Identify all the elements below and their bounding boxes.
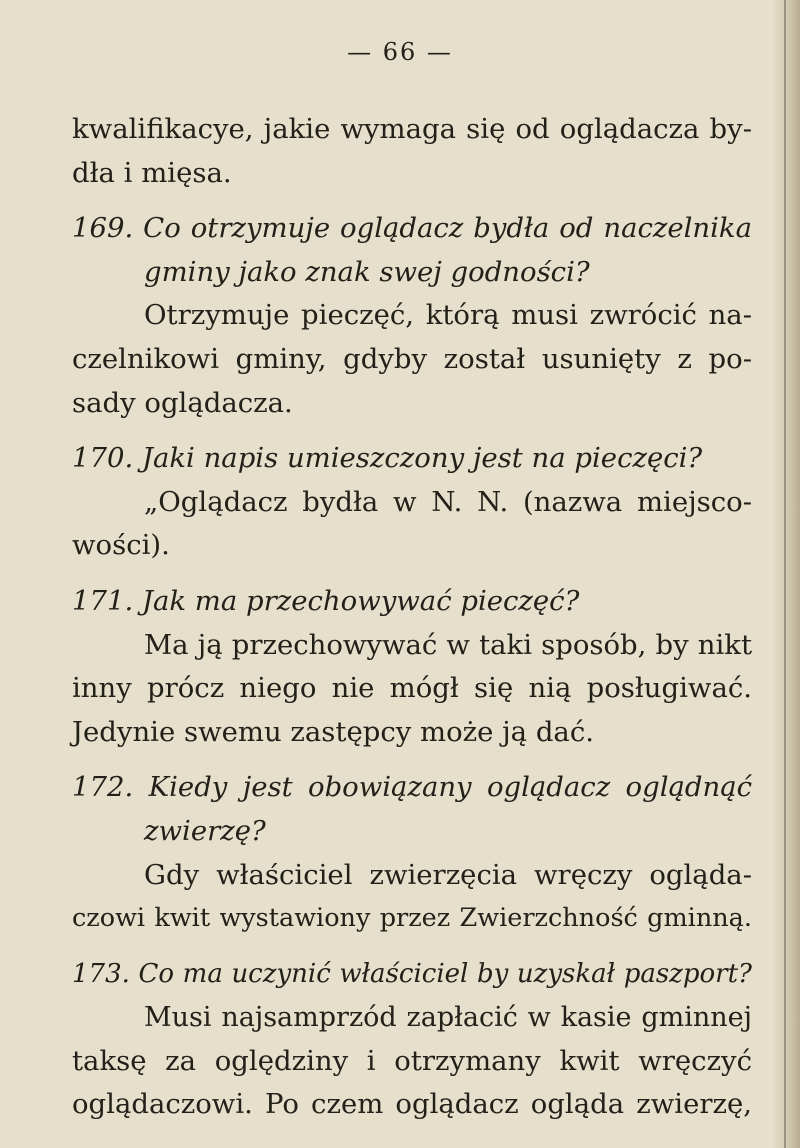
text-line: dła i mięsa.	[72, 156, 232, 189]
question-172-cont: zwierzę?	[144, 814, 266, 847]
question-171: 171. Jak ma przechowywać pieczęć?	[72, 584, 580, 617]
question-173: 173. Co ma uczynić właściciel by uzyskał paszport?	[72, 958, 752, 989]
answer-173: Musi najsamprzód zapłacić w kasie gminnej	[144, 1002, 752, 1034]
answer-173-cont: taksę za oględziny i otrzymany kwit wręczyć	[72, 1044, 752, 1077]
answer-169-cont: czelnikowi gminy, gdyby został usunięty z po-	[72, 342, 752, 375]
answer-172: Gdy właściciel zwierzęcia wręczy ogląda-	[144, 858, 752, 891]
page-number: — 66 —	[347, 38, 453, 66]
answer-172-end: czowi kwit wystawiony przez Zwierzchność gminną.	[72, 903, 752, 934]
question-170: 170. Jaki napis umieszczony jest na pieczęci?	[72, 442, 703, 475]
answer-170-end: wości).	[72, 529, 170, 562]
page-edge	[774, 0, 800, 1148]
question-172: 172. Kiedy jest obowiązany oglądacz oglądnąć	[72, 771, 752, 804]
answer-169-end: sady oglądacza.	[72, 386, 293, 419]
answer-171-cont: inny prócz niego nie mógł się nią posługiwać.	[72, 672, 752, 705]
answer-171: Ma ją przechowywać w taki sposób, by nikt	[144, 628, 752, 661]
text-line: kwalifikacye, jakie wymaga się od oglądacza by-	[72, 113, 752, 145]
page-body	[72, 108, 752, 1127]
question-169: 169. Co otrzymuje oglądacz bydła od naczelnika	[72, 212, 752, 245]
question-169-cont: gminy jako znak swej godności?	[144, 255, 590, 288]
answer-170: „Oglądacz bydła w N. N. (nazwa miejsco-	[144, 485, 752, 518]
answer-169: Otrzymuje pieczęć, którą musi zwrócić na-	[144, 299, 752, 332]
answer-173-end: oglądaczowi. Po czem oglądacz ogląda zwierzę,	[72, 1088, 752, 1121]
answer-171-end: Jedynie swemu zastępcy może ją dać.	[72, 715, 594, 748]
